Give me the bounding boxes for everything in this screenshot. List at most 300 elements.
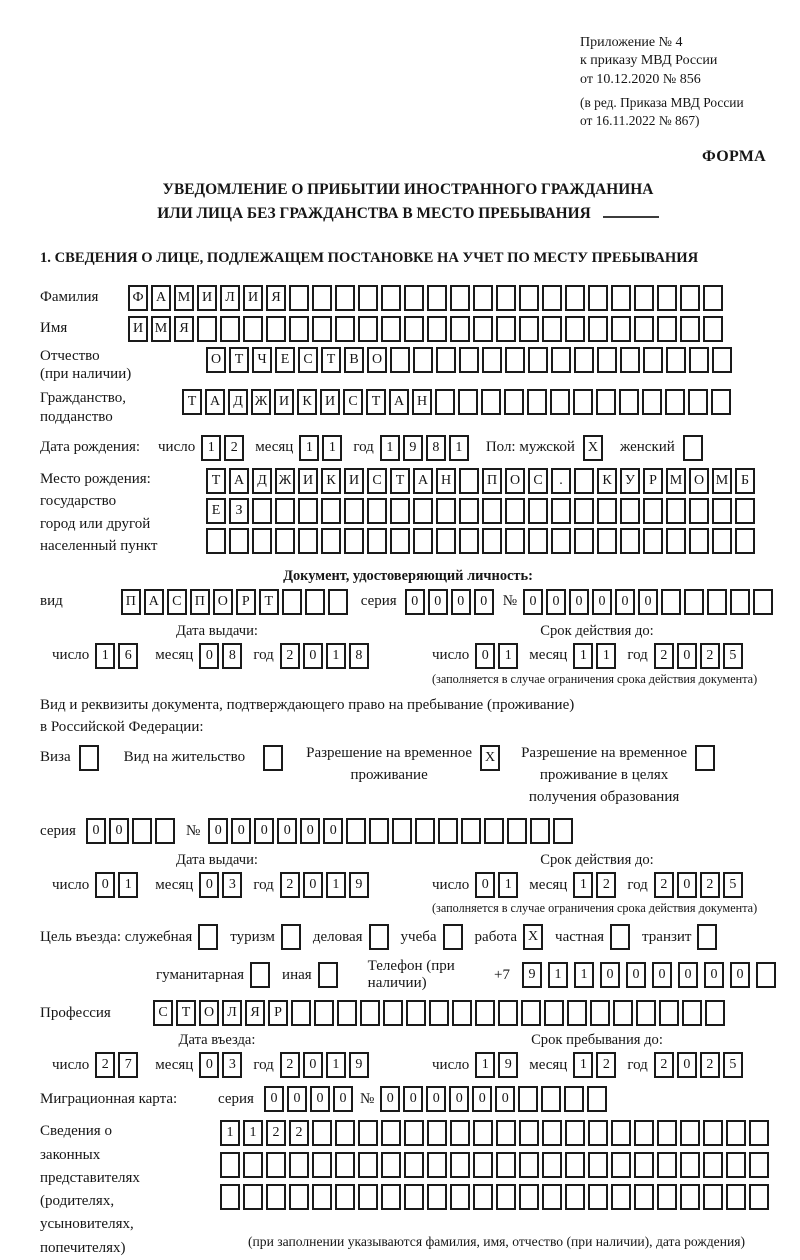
char-cell[interactable] [155,818,175,844]
char-cell[interactable] [496,285,516,311]
char-cell[interactable]: 0 [475,643,495,669]
char-cell[interactable]: 9 [349,872,369,898]
char-cell[interactable] [688,389,708,415]
char-cell[interactable] [611,1152,631,1178]
char-cell[interactable]: А [205,389,225,415]
char-cell[interactable] [435,389,455,415]
char-cell[interactable] [689,528,709,554]
char-cell[interactable]: И [128,316,148,342]
char-cell[interactable]: 1 [548,962,568,988]
char-cell[interactable] [390,498,410,524]
char-cell[interactable]: 0 [677,1052,697,1078]
char-cell[interactable] [528,498,548,524]
char-cell[interactable]: 0 [310,1086,330,1112]
char-cell[interactable]: Т [321,347,341,373]
char-cell[interactable] [530,818,550,844]
char-cell[interactable] [381,285,401,311]
char-cell[interactable]: 0 [95,872,115,898]
char-cell[interactable]: В [344,347,364,373]
char-cell[interactable]: 1 [299,435,319,461]
char-cell[interactable]: Т [390,468,410,494]
char-cell[interactable]: И [298,468,318,494]
char-cell[interactable] [519,316,539,342]
char-cell[interactable] [358,316,378,342]
char-cell[interactable] [703,1184,723,1210]
char-cell[interactable] [452,1000,472,1026]
char-cell[interactable] [404,1184,424,1210]
char-cell[interactable] [597,528,617,554]
char-cell[interactable] [634,1152,654,1178]
char-cell[interactable] [574,498,594,524]
char-cell[interactable] [337,1000,357,1026]
char-cell[interactable] [507,818,527,844]
char-cell[interactable]: 0 [472,1086,492,1112]
char-cell[interactable]: С [298,347,318,373]
char-cell[interactable]: 0 [380,1086,400,1112]
char-cell[interactable] [680,1184,700,1210]
char-cell[interactable]: 3 [222,872,242,898]
char-cell[interactable] [665,389,685,415]
char-cell[interactable] [243,1152,263,1178]
char-cell[interactable]: 1 [326,1052,346,1078]
char-cell[interactable] [206,528,226,554]
char-cell[interactable] [459,498,479,524]
char-cell[interactable] [565,316,585,342]
char-cell[interactable]: У [620,468,640,494]
char-cell[interactable] [427,285,447,311]
char-cell[interactable]: 1 [449,435,469,461]
char-cell[interactable]: 9 [522,962,542,988]
char-cell[interactable]: О [505,468,525,494]
char-cell[interactable]: 0 [474,589,494,615]
char-cell[interactable]: 1 [201,435,221,461]
char-cell[interactable]: 0 [592,589,612,615]
char-cell[interactable]: 0 [109,818,129,844]
char-cell[interactable]: 0 [428,589,448,615]
char-cell[interactable] [369,818,389,844]
char-cell[interactable] [312,285,332,311]
char-cell[interactable]: П [190,589,210,615]
char-cell[interactable]: 2 [266,1120,286,1146]
char-cell[interactable] [436,528,456,554]
char-cell[interactable] [574,347,594,373]
char-cell[interactable]: П [121,589,141,615]
char-cell[interactable]: Л [220,285,240,311]
char-cell[interactable] [450,1152,470,1178]
char-cell[interactable] [565,1152,585,1178]
char-cell[interactable] [266,1184,286,1210]
char-cell[interactable] [749,1152,769,1178]
char-cell[interactable]: 0 [677,643,697,669]
purpose-work-checkbox[interactable]: X [523,924,543,950]
char-cell[interactable]: 8 [222,643,242,669]
purpose-humanitarian-checkbox[interactable] [250,962,270,988]
char-cell[interactable] [541,1086,561,1112]
char-cell[interactable] [505,498,525,524]
char-cell[interactable]: О [367,347,387,373]
char-cell[interactable] [588,285,608,311]
char-cell[interactable] [712,347,732,373]
char-cell[interactable]: 2 [700,872,720,898]
char-cell[interactable]: М [174,285,194,311]
char-cell[interactable] [484,818,504,844]
char-cell[interactable] [360,1000,380,1026]
char-cell[interactable] [528,528,548,554]
sex-female-checkbox[interactable] [683,435,703,461]
char-cell[interactable] [473,1152,493,1178]
char-cell[interactable]: 0 [652,962,672,988]
char-cell[interactable] [611,316,631,342]
char-cell[interactable]: 0 [704,962,724,988]
char-cell[interactable] [542,316,562,342]
char-cell[interactable] [252,528,272,554]
char-cell[interactable] [553,818,573,844]
char-cell[interactable]: 0 [730,962,750,988]
char-cell[interactable] [588,1184,608,1210]
char-cell[interactable]: 2 [700,1052,720,1078]
char-cell[interactable]: 1 [596,643,616,669]
char-cell[interactable]: 5 [723,872,743,898]
char-cell[interactable] [438,818,458,844]
char-cell[interactable] [666,347,686,373]
char-cell[interactable]: С [528,468,548,494]
char-cell[interactable]: 1 [220,1120,240,1146]
purpose-official-checkbox[interactable] [198,924,218,950]
char-cell[interactable] [266,1152,286,1178]
char-cell[interactable] [427,1152,447,1178]
char-cell[interactable] [473,1120,493,1146]
purpose-study-checkbox[interactable] [443,924,463,950]
char-cell[interactable] [661,589,681,615]
char-cell[interactable]: 0 [300,818,320,844]
char-cell[interactable]: Т [176,1000,196,1026]
char-cell[interactable] [275,498,295,524]
char-cell[interactable] [344,498,364,524]
char-cell[interactable] [335,316,355,342]
char-cell[interactable] [436,347,456,373]
char-cell[interactable] [358,1184,378,1210]
char-cell[interactable] [381,1152,401,1178]
char-cell[interactable]: 7 [118,1052,138,1078]
char-cell[interactable] [657,1184,677,1210]
char-cell[interactable] [574,528,594,554]
char-cell[interactable]: С [153,1000,173,1026]
char-cell[interactable] [275,528,295,554]
char-cell[interactable] [703,1120,723,1146]
char-cell[interactable]: М [151,316,171,342]
char-cell[interactable]: К [297,389,317,415]
char-cell[interactable] [519,285,539,311]
char-cell[interactable] [726,1184,746,1210]
char-cell[interactable]: Т [366,389,386,415]
char-cell[interactable] [680,1152,700,1178]
char-cell[interactable] [749,1184,769,1210]
char-cell[interactable]: 0 [523,589,543,615]
char-cell[interactable]: 0 [678,962,698,988]
char-cell[interactable]: Н [412,389,432,415]
char-cell[interactable] [551,347,571,373]
char-cell[interactable] [680,285,700,311]
purpose-tourism-checkbox[interactable] [281,924,301,950]
char-cell[interactable] [312,1152,332,1178]
char-cell[interactable] [726,1120,746,1146]
char-cell[interactable]: 0 [451,589,471,615]
char-cell[interactable]: 9 [403,435,423,461]
char-cell[interactable] [381,316,401,342]
char-cell[interactable]: 0 [208,818,228,844]
char-cell[interactable] [703,285,723,311]
char-cell[interactable] [703,1152,723,1178]
char-cell[interactable] [620,498,640,524]
char-cell[interactable] [634,285,654,311]
char-cell[interactable] [756,962,776,988]
char-cell[interactable] [682,1000,702,1026]
char-cell[interactable] [344,528,364,554]
char-cell[interactable] [551,498,571,524]
char-cell[interactable] [611,1120,631,1146]
char-cell[interactable]: 0 [199,872,219,898]
char-cell[interactable] [243,316,263,342]
char-cell[interactable] [496,316,516,342]
char-cell[interactable] [565,1184,585,1210]
char-cell[interactable]: Ф [128,285,148,311]
char-cell[interactable] [574,468,594,494]
char-cell[interactable]: 2 [289,1120,309,1146]
char-cell[interactable]: 0 [615,589,635,615]
char-cell[interactable] [461,818,481,844]
char-cell[interactable]: 1 [118,872,138,898]
char-cell[interactable] [482,528,502,554]
char-cell[interactable]: Т [229,347,249,373]
char-cell[interactable]: 2 [596,1052,616,1078]
char-cell[interactable]: К [597,468,617,494]
char-cell[interactable]: 0 [323,818,343,844]
char-cell[interactable]: 8 [349,643,369,669]
char-cell[interactable] [335,1120,355,1146]
char-cell[interactable] [392,818,412,844]
char-cell[interactable] [459,468,479,494]
char-cell[interactable]: О [689,468,709,494]
char-cell[interactable] [504,389,524,415]
char-cell[interactable]: А [389,389,409,415]
char-cell[interactable] [413,498,433,524]
char-cell[interactable] [634,1120,654,1146]
char-cell[interactable]: Е [275,347,295,373]
char-cell[interactable] [620,347,640,373]
char-cell[interactable]: 1 [498,643,518,669]
char-cell[interactable] [565,285,585,311]
char-cell[interactable]: 1 [380,435,400,461]
char-cell[interactable]: 1 [322,435,342,461]
char-cell[interactable] [358,1120,378,1146]
char-cell[interactable] [636,1000,656,1026]
char-cell[interactable]: Б [735,468,755,494]
char-cell[interactable] [705,1000,725,1026]
char-cell[interactable]: 1 [326,872,346,898]
char-cell[interactable]: 0 [264,1086,284,1112]
purpose-transit-checkbox[interactable] [697,924,717,950]
char-cell[interactable]: 0 [449,1086,469,1112]
visa-checkbox[interactable] [79,745,99,771]
char-cell[interactable] [291,1000,311,1026]
char-cell[interactable]: Д [228,389,248,415]
char-cell[interactable] [527,389,547,415]
char-cell[interactable]: 5 [723,643,743,669]
char-cell[interactable] [305,589,325,615]
char-cell[interactable]: 0 [199,643,219,669]
char-cell[interactable] [528,347,548,373]
char-cell[interactable] [573,389,593,415]
char-cell[interactable]: С [167,589,187,615]
char-cell[interactable] [289,316,309,342]
char-cell[interactable] [335,1152,355,1178]
char-cell[interactable] [450,316,470,342]
char-cell[interactable] [588,1152,608,1178]
char-cell[interactable]: 2 [700,643,720,669]
char-cell[interactable] [450,1120,470,1146]
char-cell[interactable]: 1 [498,872,518,898]
char-cell[interactable] [657,285,677,311]
char-cell[interactable] [749,1120,769,1146]
char-cell[interactable] [458,389,478,415]
char-cell[interactable] [358,1152,378,1178]
char-cell[interactable]: . [551,468,571,494]
char-cell[interactable]: 2 [654,643,674,669]
char-cell[interactable] [711,389,731,415]
char-cell[interactable]: 0 [333,1086,353,1112]
char-cell[interactable]: 0 [199,1052,219,1078]
char-cell[interactable] [450,285,470,311]
char-cell[interactable] [542,1184,562,1210]
char-cell[interactable]: Д [252,468,272,494]
purpose-other-checkbox[interactable] [318,962,338,988]
char-cell[interactable]: 8 [426,435,446,461]
char-cell[interactable] [427,1120,447,1146]
char-cell[interactable] [542,285,562,311]
char-cell[interactable] [415,818,435,844]
char-cell[interactable]: Т [206,468,226,494]
char-cell[interactable]: 0 [86,818,106,844]
char-cell[interactable]: 6 [118,643,138,669]
char-cell[interactable] [587,1086,607,1112]
char-cell[interactable]: 1 [573,1052,593,1078]
char-cell[interactable] [314,1000,334,1026]
char-cell[interactable]: М [712,468,732,494]
sex-male-checkbox[interactable]: X [583,435,603,461]
char-cell[interactable]: 2 [654,872,674,898]
char-cell[interactable] [643,347,663,373]
char-cell[interactable] [473,285,493,311]
char-cell[interactable] [413,528,433,554]
char-cell[interactable] [450,1184,470,1210]
char-cell[interactable]: Е [206,498,226,524]
char-cell[interactable]: 0 [677,872,697,898]
char-cell[interactable] [473,1184,493,1210]
char-cell[interactable] [565,1120,585,1146]
char-cell[interactable] [611,1184,631,1210]
char-cell[interactable] [496,1184,516,1210]
char-cell[interactable] [289,1184,309,1210]
char-cell[interactable] [289,285,309,311]
char-cell[interactable]: 0 [303,643,323,669]
char-cell[interactable] [220,1152,240,1178]
char-cell[interactable] [518,1086,538,1112]
char-cell[interactable]: Я [245,1000,265,1026]
char-cell[interactable] [404,285,424,311]
char-cell[interactable]: 0 [600,962,620,988]
char-cell[interactable] [367,498,387,524]
char-cell[interactable]: С [367,468,387,494]
char-cell[interactable] [730,589,750,615]
char-cell[interactable] [657,316,677,342]
char-cell[interactable]: 9 [498,1052,518,1078]
char-cell[interactable]: 2 [596,872,616,898]
char-cell[interactable] [482,347,502,373]
char-cell[interactable] [620,528,640,554]
char-cell[interactable]: 9 [349,1052,369,1078]
char-cell[interactable]: Т [259,589,279,615]
char-cell[interactable] [289,1152,309,1178]
residence-permit-checkbox[interactable] [263,745,283,771]
char-cell[interactable] [427,1184,447,1210]
char-cell[interactable] [735,528,755,554]
char-cell[interactable]: 1 [475,1052,495,1078]
char-cell[interactable] [712,498,732,524]
char-cell[interactable] [436,498,456,524]
char-cell[interactable]: 2 [280,643,300,669]
char-cell[interactable] [406,1000,426,1026]
char-cell[interactable] [358,285,378,311]
char-cell[interactable] [459,347,479,373]
char-cell[interactable]: К [321,468,341,494]
char-cell[interactable] [550,389,570,415]
char-cell[interactable]: О [206,347,226,373]
char-cell[interactable] [542,1120,562,1146]
char-cell[interactable]: 0 [303,872,323,898]
char-cell[interactable]: С [343,389,363,415]
char-cell[interactable]: 0 [254,818,274,844]
char-cell[interactable]: Н [436,468,456,494]
char-cell[interactable] [703,316,723,342]
char-cell[interactable]: А [151,285,171,311]
char-cell[interactable] [735,498,755,524]
char-cell[interactable] [429,1000,449,1026]
char-cell[interactable]: А [229,468,249,494]
char-cell[interactable] [473,316,493,342]
char-cell[interactable] [726,1152,746,1178]
char-cell[interactable]: И [197,285,217,311]
char-cell[interactable]: 1 [95,643,115,669]
char-cell[interactable]: П [482,468,502,494]
char-cell[interactable]: 1 [573,872,593,898]
char-cell[interactable] [229,528,249,554]
char-cell[interactable] [321,498,341,524]
char-cell[interactable] [413,347,433,373]
char-cell[interactable] [643,528,663,554]
char-cell[interactable] [367,528,387,554]
char-cell[interactable] [551,528,571,554]
char-cell[interactable]: М [666,468,686,494]
char-cell[interactable]: И [243,285,263,311]
char-cell[interactable]: 3 [222,1052,242,1078]
char-cell[interactable] [634,316,654,342]
char-cell[interactable]: 0 [426,1086,446,1112]
char-cell[interactable]: 0 [277,818,297,844]
char-cell[interactable] [346,818,366,844]
char-cell[interactable] [482,498,502,524]
char-cell[interactable] [666,498,686,524]
char-cell[interactable] [312,1184,332,1210]
